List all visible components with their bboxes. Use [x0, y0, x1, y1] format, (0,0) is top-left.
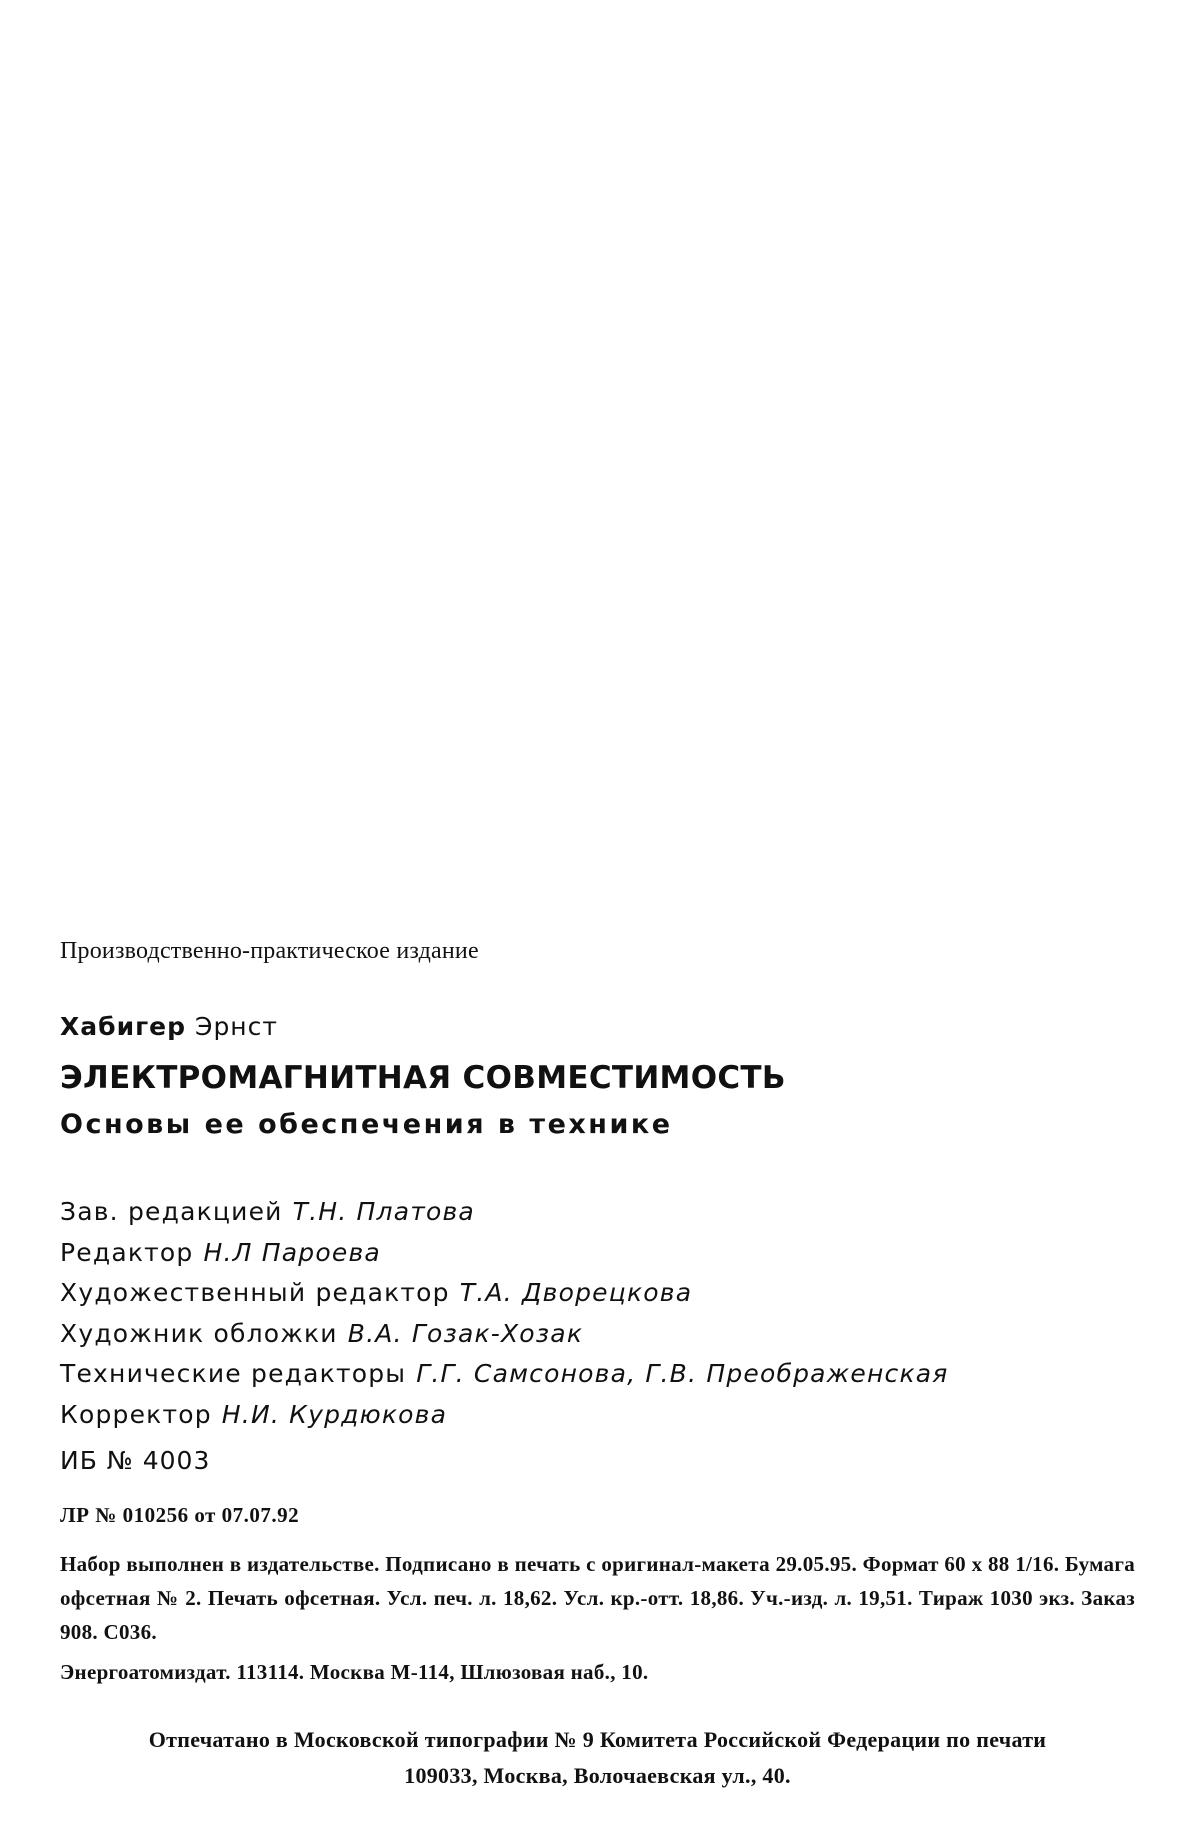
credit-name: Г.Г. Самсонова, Г.В. Преображенская	[416, 1359, 949, 1388]
credit-name: В.А. Гозак-Хозак	[347, 1318, 584, 1348]
ib-number: ИБ № 4003	[60, 1446, 211, 1475]
credit-line	[60, 1395, 949, 1436]
printer-line-1: Отпечатано в Московской типографии № 9 Комитета Российской Федерации по печати	[148, 1727, 1047, 1752]
credit-role: Редактор	[60, 1237, 194, 1267]
book-title: ЭЛЕКТРОМАГНИТНАЯ СОВМЕСТИМОСТЬ	[60, 1060, 786, 1096]
credit-role: Технические редакторы	[60, 1359, 407, 1388]
printer-info	[60, 1722, 1135, 1794]
credit-name: Н.И. Курдюкова	[221, 1399, 448, 1429]
credit-name: Т.А. Дворецкова	[459, 1278, 693, 1307]
printer-line-2: 109033, Москва, Волочаевская ул., 40.	[404, 1763, 791, 1788]
credit-line	[60, 1314, 949, 1355]
credit-role: Художественный редактор	[60, 1278, 450, 1307]
imprint-details: Набор выполнен в издательстве. Подписано в печать с оригинал-макета 29.05.95. Формат 60 х 88 1/16. Бумага офсетная № 2. Печать офсетная. Усл. печ. л. 18,62. Усл. кр.-отт. 18,86. Уч.-изд. л. 19,51. Тираж 1030 экз. Заказ 908. С036.	[60, 1552, 1135, 1644]
credit-role: Корректор	[60, 1399, 212, 1429]
author-surname: Хабигер	[60, 1012, 187, 1041]
book-subtitle: Основы ее обеспечения в технике	[60, 1109, 673, 1140]
credit-line	[60, 1354, 949, 1395]
edition-type: Производственно-практическое издание	[60, 938, 479, 964]
credit-name: Т.Н. Платова	[292, 1197, 475, 1226]
publisher-address: Энергоатомиздат. 113114. Москва М-114, Шлюзовая наб., 10.	[60, 1660, 649, 1684]
credits-list	[60, 1192, 949, 1435]
credit-role: Зав. редакцией	[60, 1197, 283, 1226]
author	[60, 1012, 278, 1041]
credit-line	[60, 1233, 949, 1274]
credit-name: Н.Л Пароева	[203, 1237, 381, 1267]
credit-line	[60, 1192, 949, 1233]
credit-role: Художник обложки	[60, 1318, 338, 1348]
author-given-name: Эрнст	[194, 1012, 278, 1041]
credit-line	[60, 1273, 949, 1314]
license-number: ЛР № 010256 от 07.07.92	[60, 1503, 300, 1527]
